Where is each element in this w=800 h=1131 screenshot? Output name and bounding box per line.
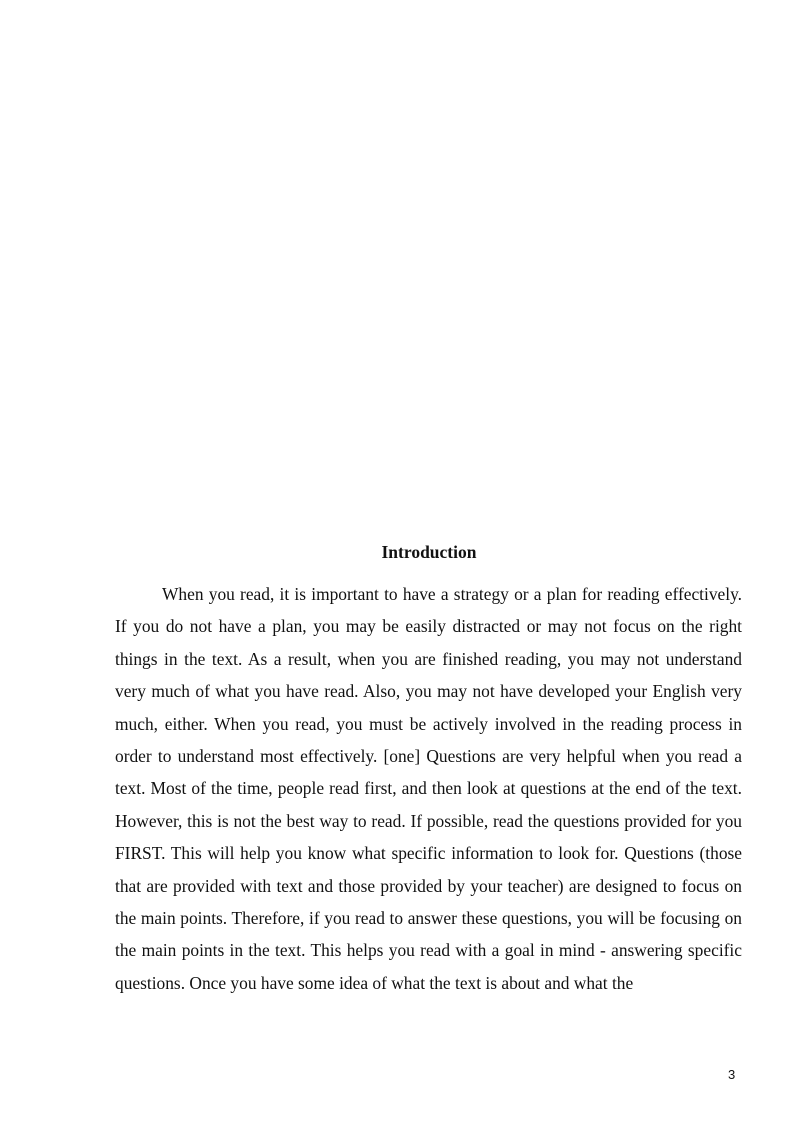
page-number: 3 — [728, 1067, 736, 1082]
body-paragraph: When you read, it is important to have a strategy or a plan for reading effectively. If you do not have a plan, you may be easily distracted or may not focus on the right things in the text. As a result, when you are finished reading, you may not understand very much of what you have read. Also, you may not have developed your English very much, either. When you read, you must be actively involved in the reading process in order to understand most effectively. [one] Questions are very helpful when you read a text. Most of the time, people read first, and then look at questions at the end of the text. However, this is not the best way to read. If possible, read the questions provided for you FIRST. This will help you know what specific information to look for. Questions (those that are provided with text and those provided by your teacher) are designed to focus on the main points. Therefore, if you read to answer these questions, you will be focusing on the main points in the text. This helps you read with a goal in mind - answering specific questions. Once you have some idea of what the text is about and what the — [115, 584, 742, 993]
section-heading: Introduction — [381, 542, 477, 562]
